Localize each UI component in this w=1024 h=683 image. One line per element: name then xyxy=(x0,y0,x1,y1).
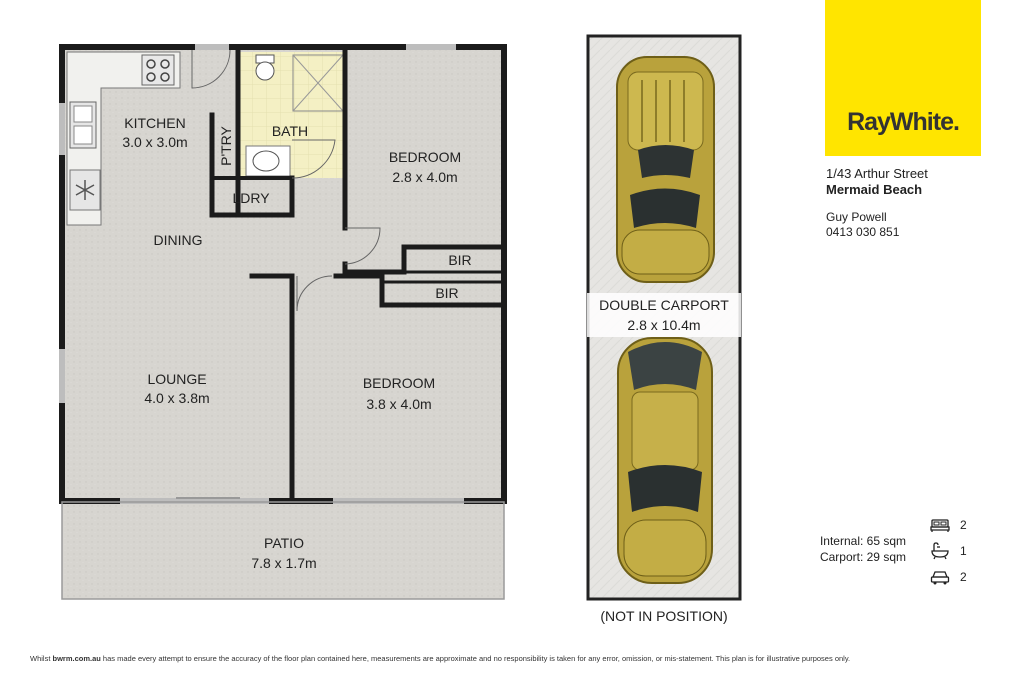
disclaimer-text: has made every attempt to ensure the accuracy of the floor plan contained here, measurements are approximate and no responsibility is taken for any error, omission, or mis-statement. This plan is for illustrative purposes only. xyxy=(100,654,851,663)
car-spaces-feature xyxy=(930,564,980,590)
carport-area: Carport: 29 sqm xyxy=(819,550,906,564)
car-top-icon xyxy=(617,57,714,282)
disclaimer-site: bwrm.com.au xyxy=(52,654,101,663)
laundry-name: LDRY xyxy=(232,190,270,206)
bath-name: BATH xyxy=(271,123,309,139)
bir2-name: BIR xyxy=(435,285,459,301)
cooktop-icon xyxy=(142,55,174,85)
lounge-size: 4.0 x 3.8m xyxy=(144,390,210,406)
bed-icon xyxy=(930,517,950,533)
area-stats xyxy=(790,533,906,565)
agent-details xyxy=(826,210,899,240)
address-line: 1/43 Arthur Street xyxy=(826,166,928,181)
bathrooms-feature xyxy=(930,538,980,564)
disclaimer xyxy=(30,654,850,663)
exhaust-fan-icon xyxy=(70,170,100,210)
pantry-name: P'TRY xyxy=(218,126,234,166)
suburb: Mermaid Beach xyxy=(826,182,923,197)
kitchen-size: 3.0 x 3.0m xyxy=(122,134,188,150)
brand-logo-box xyxy=(825,0,981,156)
bath-icon xyxy=(930,542,950,560)
toilet-icon xyxy=(256,55,274,80)
bedroom2-size: 3.8 x 4.0m xyxy=(366,396,432,412)
kitchen-name: KITCHEN xyxy=(124,115,186,131)
car-top-icon xyxy=(618,338,712,583)
feature-icons xyxy=(930,512,980,590)
internal-area: Internal: 65 sqm xyxy=(819,534,906,548)
bathrooms-count: 1 xyxy=(960,544,967,558)
car-spaces-count: 2 xyxy=(960,570,967,584)
bedrooms-feature xyxy=(930,512,980,538)
listing-address xyxy=(826,166,928,198)
car-icon xyxy=(930,569,950,585)
bedroom1-name: BEDROOM xyxy=(388,149,462,165)
basin-icon xyxy=(246,146,290,176)
disclaimer-prefix: Whilst xyxy=(30,654,53,663)
brand-logo: RayWhite. xyxy=(847,108,959,136)
carport-name: DOUBLE CARPORT xyxy=(599,297,729,313)
carport-note: (NOT IN POSITION) xyxy=(600,608,728,624)
lounge-name: LOUNGE xyxy=(147,371,207,387)
bedrooms-count: 2 xyxy=(960,518,967,532)
dining-name: DINING xyxy=(153,232,203,248)
carport-size: 2.8 x 10.4m xyxy=(627,317,701,333)
patio-name: PATIO xyxy=(264,535,304,551)
patio-size: 7.8 x 1.7m xyxy=(251,555,317,571)
bedroom2-name: BEDROOM xyxy=(362,375,436,391)
bedroom1-size: 2.8 x 4.0m xyxy=(392,169,458,185)
agent-phone: 0413 030 851 xyxy=(826,225,900,239)
kitchen-sink-icon xyxy=(70,102,96,148)
bir1-name: BIR xyxy=(448,252,472,268)
agent-name: Guy Powell xyxy=(826,210,887,224)
